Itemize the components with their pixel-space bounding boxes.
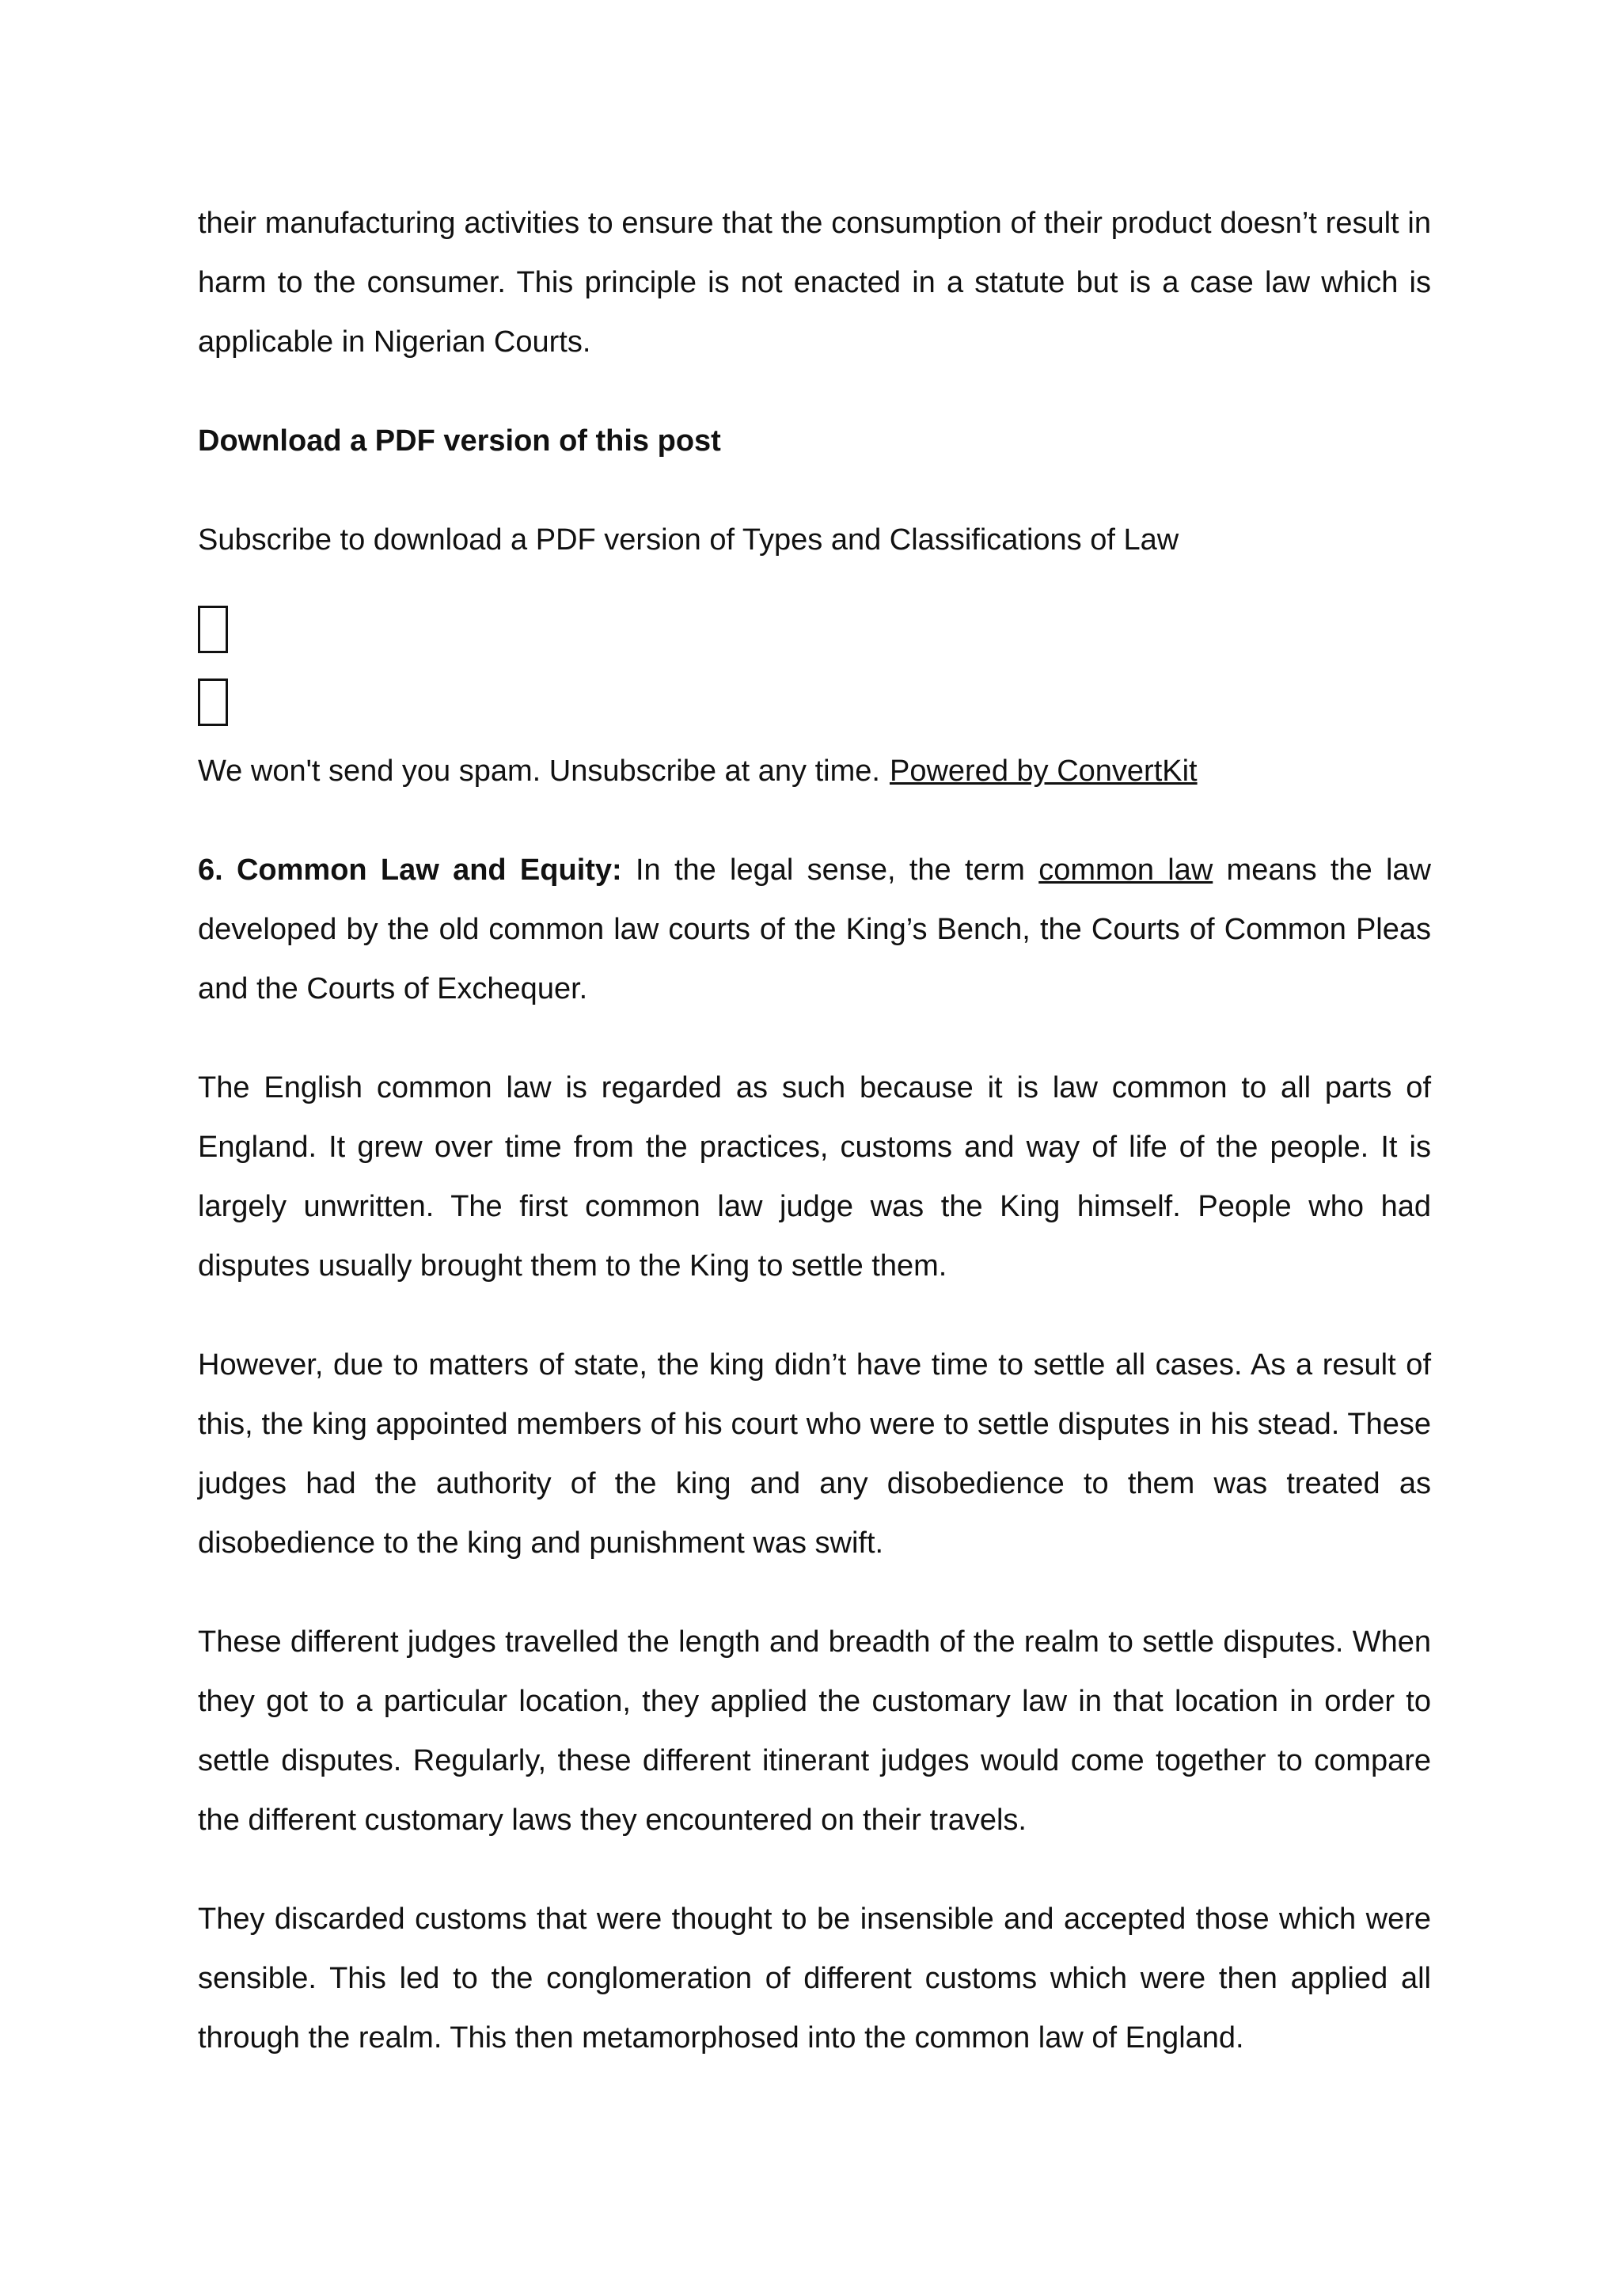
section-6-text-after: means the law developed by the old common law courts of the King’s Bench, the Courts of Common Pleas and the Courts of Exchequer. — [198, 853, 1432, 1005]
subscribe-text: Subscribe to download a PDF version of Types and Classifications of Law — [198, 523, 1179, 557]
body-paragraph: However, due to matters of state, the king didn’t have time to settle all cases. As a result of this, the king appointed members of his court who were to settle disputes in his stead. These judges had the authority of the king and any disobedience to them was treated as disobedience to the king and punishment was swift. — [198, 1348, 1431, 1560]
powered-by-convertkit-link[interactable]: Powered by ConvertKit — [889, 755, 1198, 788]
section-6-heading: 6. Common Law and Equity: — [198, 853, 622, 887]
common-law-link[interactable]: common law — [1038, 853, 1213, 887]
spam-notice — [198, 742, 1431, 801]
body-paragraph: The English common law is regarded as such because it is law common to all parts of England. It grew over time from the practices, customs and way of life of the people. It is largely unwritten. The first common law judge was the King himself. People who had disputes usually brought them to the King to settle them. — [198, 1071, 1431, 1283]
download-heading: Download a PDF version of this post — [198, 424, 721, 458]
subscribe-form — [198, 606, 1431, 726]
checkbox-field-1[interactable] — [198, 606, 228, 653]
body-paragraph: These different judges travelled the length and breadth of the realm to settle disputes. When they got to a particular location, they applied the customary law in that location in order to settle disputes. Regularly, these different itinerant judges would come together to compare the different customary laws they encountered on their travels. — [198, 1625, 1431, 1837]
document-body — [198, 194, 1431, 2068]
section-6-paragraph — [198, 841, 1431, 1019]
body-paragraph: They discarded customs that were thought to be insensible and accepted those which were sensible. This led to the conglomeration of different customs which were then applied all through the realm. This then metamorphosed into the common law of England. — [198, 1903, 1431, 2055]
section-6-text-before: In the legal sense, the term — [621, 853, 1039, 887]
intro-paragraph: their manufacturing activities to ensure that the consumption of their product doesn’t result in harm to the consumer. This principle is not enacted in a statute but is a case law which is applicable in Nigerian Courts. — [198, 207, 1431, 359]
checkbox-field-2[interactable] — [198, 679, 228, 726]
spam-text: We won't send you spam. Unsubscribe at any time. — [198, 755, 880, 788]
